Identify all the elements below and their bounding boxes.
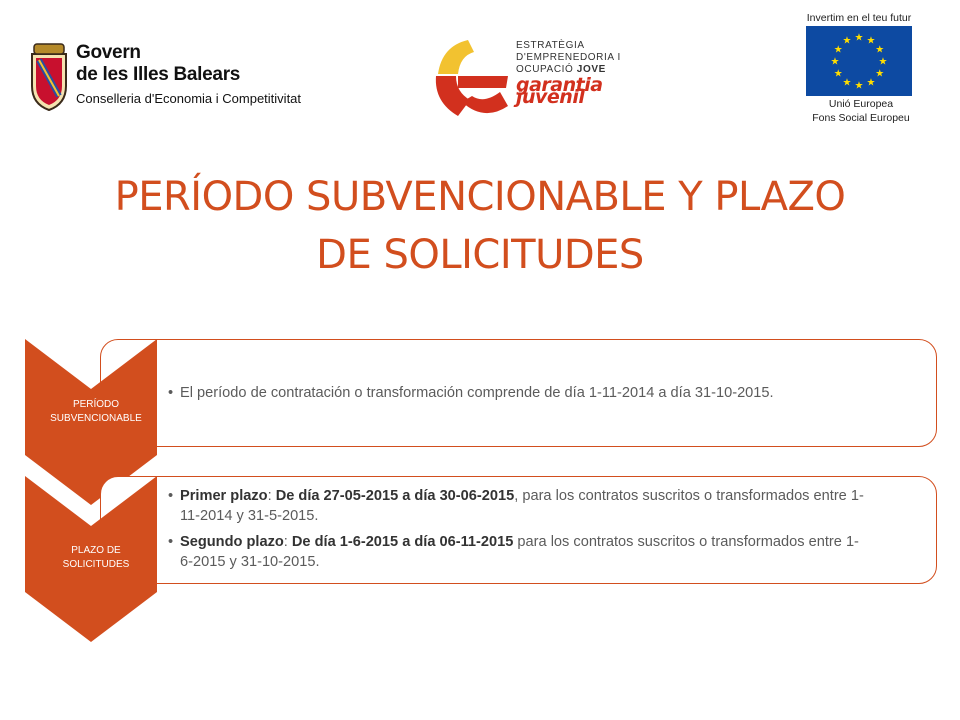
- govern-name-line2: de les Illes Balears: [76, 64, 241, 85]
- periodo-label-line2: SUBVENCIONABLE: [50, 413, 142, 424]
- primer-plazo-rest: , para los contratos suscritos o transformados entre 1-11-2014 y 31-5-2015.: [180, 488, 864, 524]
- garantia-line1: ESTRATÈGIA: [516, 40, 585, 51]
- segundo-plazo-sep: :: [283, 534, 292, 550]
- eu-label-line1: Unió Europea: [828, 98, 894, 110]
- coat-of-arms-icon: [28, 42, 70, 112]
- segundo-plazo-dates: De día 1-6-2015 a día 06-11-2015: [291, 534, 514, 550]
- eu-star-icon: ★: [842, 77, 852, 89]
- govern-illes-balears-logo: [28, 38, 318, 128]
- eu-star-icon: ★: [866, 35, 876, 47]
- eu-star-icon: ★: [854, 80, 864, 92]
- garantia-juvenil-emblem-icon: [428, 36, 512, 126]
- slide-title: [0, 168, 960, 284]
- primer-plazo-dates: De día 27-05-2015 a día 30-06-2015: [275, 488, 515, 504]
- periodo-label-line1: PERÍODO: [72, 399, 120, 410]
- eu-flag-icon: [806, 26, 912, 96]
- eu-label-line2: Fons Social Europeu: [812, 112, 910, 124]
- eu-star-icon: ★: [866, 77, 876, 89]
- garantia-line3-b: JOVE: [576, 64, 606, 75]
- eu-star-icon: ★: [878, 56, 888, 68]
- slide-title-line2: DE SOLICITUDES: [316, 232, 644, 278]
- segundo-plazo-bullet: [168, 532, 868, 572]
- eu-fons-social-logo: [806, 12, 916, 122]
- eu-star-icon: ★: [833, 44, 843, 56]
- plazo-bullets: [168, 486, 868, 578]
- eu-star-icon: ★: [854, 32, 864, 44]
- eu-star-icon: ★: [842, 35, 852, 47]
- eu-star-icon: ★: [830, 56, 840, 68]
- garantia-juvenil-wordmark: garantia juvenil: [516, 74, 603, 108]
- plazo-label-line2: SOLICITUDES: [62, 559, 130, 570]
- periodo-bullet: • El período de contratación o transformación comprende de día 1-11-2014 a día 31-10-2015.: [168, 383, 938, 403]
- primer-plazo-bullet: [168, 486, 868, 526]
- primer-plazo-sep: :: [267, 488, 276, 504]
- eu-star-icon: ★: [833, 68, 843, 80]
- garantia-juvenil-logo: [428, 36, 648, 126]
- eu-star-icon: ★: [875, 44, 885, 56]
- eu-slogan: Invertim en el teu futur: [806, 12, 912, 24]
- garantia-line3-a: OCUPACIÓ: [516, 64, 577, 75]
- primer-plazo-label: Primer plazo: [180, 488, 268, 504]
- garantia-line2: D'EMPRENEDORIA I: [516, 52, 621, 63]
- govern-name-line1: Govern: [76, 42, 141, 63]
- segundo-plazo-label: Segundo plazo: [180, 534, 284, 550]
- conselleria-name: Conselleria d'Economia i Competitivitat: [76, 91, 302, 106]
- periodo-bullets: [168, 383, 938, 409]
- segundo-plazo-rest: para los contratos suscritos o transformados entre 1-6-2015 y 31-10-2015.: [180, 534, 859, 570]
- periodo-label: [31, 398, 161, 426]
- eu-star-icon: ★: [875, 68, 885, 80]
- plazo-label-line1: PLAZO DE: [71, 545, 121, 556]
- slide-title-line1: PERÍODO SUBVENCIONABLE Y PLAZO: [114, 174, 846, 220]
- plazo-label: [31, 544, 161, 572]
